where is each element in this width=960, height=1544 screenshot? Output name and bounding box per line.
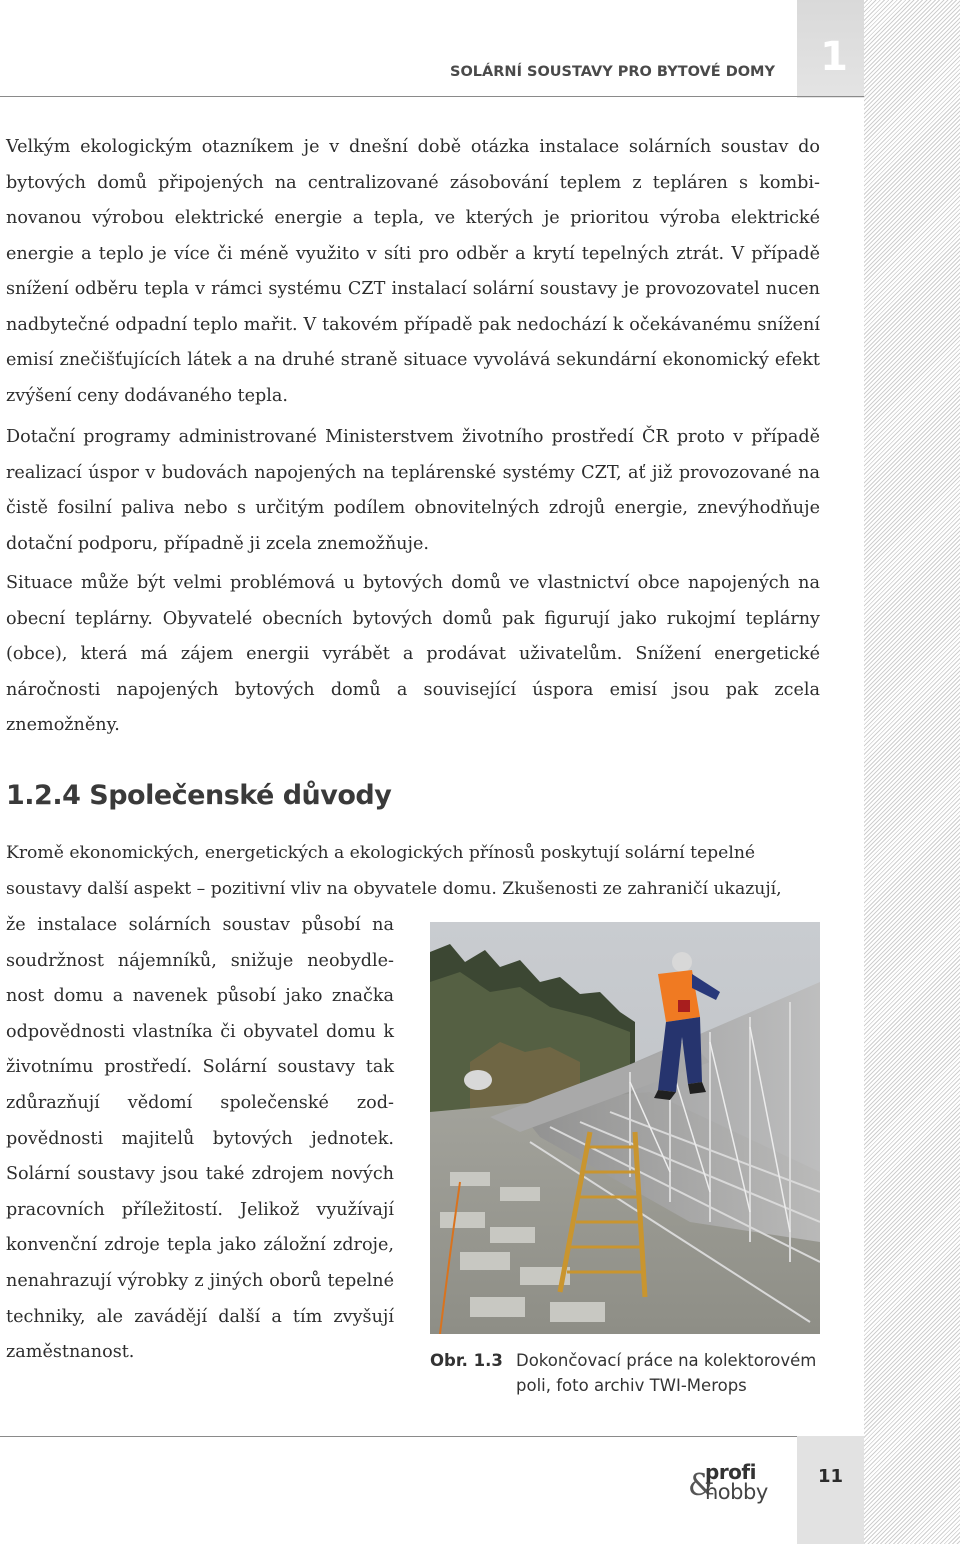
running-title: SOLÁRNÍ SOUSTAVY PRO BYTOVÉ DOMY <box>450 64 775 80</box>
paragraph-3: Situace může být velmi problémová u bytových domů ve vlastnictví obce napojených na obecní teplárny. Obyvatelé obecních bytových domů pak figurují jako rukojmí teplárny (obce), která má zájem energii vyrábět a prodávat uživatelům. Snížení energetické náročnosti napojených bytových domů a související úspora emisí jsou pak zcela znemožněny. <box>6 573 820 735</box>
logo-ampersand: & <box>688 1468 715 1503</box>
figure-photo <box>430 922 820 1334</box>
paragraph-2: Dotační programy administrované Ministerstvem životního prostředí ČR proto v případě realizací úspor v budovách napojených na teplárenské systémy CZT, ať již provozované na čistě fosilní paliva nebo s určitým podílem obnovitelných zdrojů energie, znevýhodňuje dotační podporu, případně ji zcela znemožňuje. <box>6 427 820 554</box>
page-number: 11 <box>817 1466 844 1487</box>
footer-page-box <box>797 1436 864 1544</box>
header-divider <box>0 96 864 97</box>
paragraph-4 <box>6 836 820 907</box>
chapter-number: 1 <box>820 34 848 80</box>
section-heading: 1.2.4 Společenské důvody <box>6 780 392 811</box>
logo-hobby: hobby <box>705 1480 768 1504</box>
logo-profi: profi <box>705 1460 756 1484</box>
footer-divider <box>0 1436 864 1437</box>
paragraph-1: Velkým ekologickým otazníkem je v dnešní době otázka instalace solárních soustav do bytových domů připojených na centralizované zásobování teplem z tepláren s kombinovanou výrobou elektrické energie a tepla, ve kterých je prioritou výroba elektrické energie a teplo je více či méně využito v síti pro odběr a krytí tepelných ztrát. V případě snížení odběru tepla v rámci systému CZT instalací solární soustavy je provozovatel nucen nadbytečné odpadní teplo mařit. V takovém případě pak nedochází k očekávanému snížení emisí znečišťujících látek a na druhé straně situace vyvolává sekundární ekonomický efekt zvýšení ceny dodávaného tepla. <box>6 137 820 406</box>
figure-caption-text: Dokončovací práce na kolektorovém poli, foto archiv TWI-Merops <box>516 1351 817 1395</box>
margin-hatch-decoration <box>864 0 960 1544</box>
paragraph-5: že instalace solárních soustav působí na soudržnost nájemníků, snižuje neobydlenost domu a navenek působí jako značka odpovědnosti vlastníka či obyvatel domu k životnímu prostředí. Solární soustavy tak zdůrazňují vědomí společenské zodpovědnosti majitelů bytových jednotek. Solární soustavy jsou také zdrojem nových pracovních příležitostí. Jelikož využívají konvenční zdroje tepla jako záložní zdroje, nenahrazují výrobky z jiných oborů tepelné techniky, ale zavádějí další a tím zvyšují zaměstnanost. <box>6 915 394 1363</box>
figure-label: Obr. 1.3 <box>430 1351 503 1370</box>
paragraph-4-line-1: Kromě ekonomických, energetických a ekologických přínosů poskytují solární tepelné <box>6 843 756 863</box>
paragraph-4-line-2: soustavy další aspekt – pozitivní vliv na obyvatele domu. Zkušenosti ze zahraničí ukazují, <box>6 878 782 899</box>
profi-hobby-logo <box>688 1458 788 1506</box>
